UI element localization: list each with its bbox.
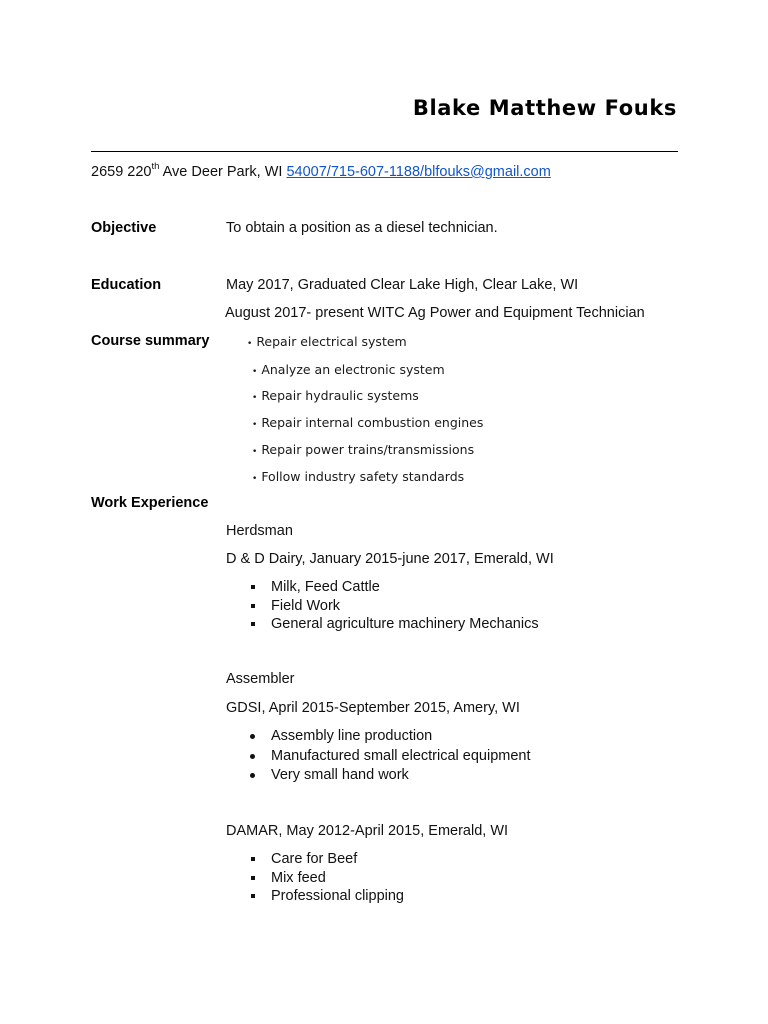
job-duties-list	[248, 727, 531, 786]
duty-item: Manufactured small electrical equipment	[248, 747, 531, 767]
job-employer: D & D Dairy, January 2015-june 2017, Emerald, WI	[226, 551, 554, 567]
duty-item: Care for Beef	[248, 850, 404, 869]
duty-item: General agriculture machinery Mechanics	[248, 615, 539, 634]
course-item-text: Analyze an electronic system	[261, 362, 445, 377]
job-duties-list	[248, 578, 539, 634]
duty-item: Mix feed	[248, 869, 404, 888]
course-item	[252, 415, 483, 430]
header-divider	[91, 151, 678, 152]
job-title: Assembler	[226, 671, 295, 687]
work-experience-label: Work Experience	[91, 495, 209, 511]
bullet-icon: •	[252, 393, 258, 403]
education-label: Education	[91, 277, 162, 293]
contact-line	[91, 161, 551, 180]
resume-name: Blake Matthew Fouks	[412, 96, 677, 120]
duty-item: Milk, Feed Cattle	[248, 578, 539, 597]
course-item-text: Repair hydraulic systems	[261, 388, 419, 403]
bullet-icon: •	[252, 367, 258, 377]
duty-item: Professional clipping	[248, 887, 404, 906]
job-duties-list	[248, 850, 404, 906]
duty-item: Field Work	[248, 597, 539, 616]
job-title: Herdsman	[226, 523, 293, 539]
course-item-text: Repair power trains/transmissions	[261, 442, 475, 457]
course-item	[252, 469, 464, 484]
bullet-icon: •	[252, 447, 258, 457]
bullet-icon: •	[252, 474, 258, 484]
objective-label: Objective	[91, 220, 157, 236]
duty-item: Very small hand work	[248, 766, 531, 786]
course-summary-label: Course summary	[91, 333, 210, 349]
course-item-text: Follow industry safety standards	[261, 469, 465, 484]
bullet-icon: •	[247, 339, 253, 349]
duty-item: Assembly line production	[248, 727, 531, 747]
objective-text: To obtain a position as a diesel technician.	[226, 220, 498, 236]
course-item	[252, 442, 474, 457]
course-item	[247, 334, 407, 349]
job-employer: GDSI, April 2015-September 2015, Amery, WI	[226, 700, 520, 716]
course-item	[252, 362, 445, 377]
education-line: August 2017- present WITC Ag Power and Equipment Technician	[225, 305, 645, 321]
course-item-text: Repair electrical system	[256, 334, 407, 349]
contact-email-link[interactable]: 54007/715-607-1188/blfouks@gmail.com	[286, 164, 551, 180]
bullet-icon: •	[252, 420, 258, 430]
course-item	[252, 388, 419, 403]
street-rest: Ave Deer Park, WI	[159, 164, 287, 180]
course-item-text: Repair internal combustion engines	[261, 415, 484, 430]
job-employer: DAMAR, May 2012-April 2015, Emerald, WI	[226, 823, 509, 839]
street-number: 2659 220	[91, 164, 152, 180]
education-line: May 2017, Graduated Clear Lake High, Clear Lake, WI	[226, 277, 579, 293]
street-superscript: th	[151, 161, 160, 173]
